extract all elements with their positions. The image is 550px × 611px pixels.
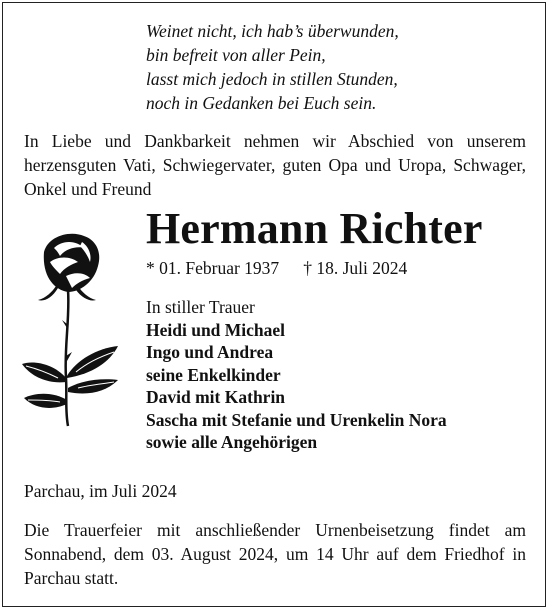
funeral-service-notice: Die Trauerfeier mit anschließender Urnenbeisetzung findet am Sonnabend, dem 03. August 2024, um 14 Uhr auf dem Friedhof in Parchau statt. — [24, 520, 526, 588]
rose-icon — [18, 228, 128, 428]
poem-line: bin befreit von aller Pein, — [146, 45, 326, 65]
birth-date: * 01. Februar 1937 — [146, 258, 280, 278]
place-date: Parchau, im Juli 2024 — [24, 481, 177, 501]
mourner-name: Heidi und Michael — [146, 319, 286, 340]
poem-line: lasst mich jedoch in stillen Stunden, — [146, 69, 398, 89]
death-date: † 18. Juli 2024 — [303, 258, 408, 278]
life-dates — [146, 256, 407, 280]
mourners-heading: In stiller Trauer — [146, 297, 255, 317]
intro-text: In Liebe und Dankbarkeit nehmen wir Abschied von unserem herzensguten Vati, Schwiegervater, guten Opa und Uropa, Schwager, Onkel und Freund — [24, 131, 526, 199]
mourner-name: Ingo und Andrea — [146, 342, 274, 362]
poem-line: noch in Gedanken bei Euch sein. — [146, 93, 377, 113]
mourner-name: sowie alle Angehörigen — [146, 432, 318, 452]
mourners — [146, 296, 447, 454]
mourner-name: Sascha mit Stefanie und Urenkelin Nora — [146, 409, 447, 430]
deceased-name: Hermann Richter — [146, 204, 483, 253]
mourner-name: David mit Kathrin — [146, 387, 286, 407]
poem-line: Weinet nicht, ich hab’s überwunden, — [146, 21, 399, 41]
mourner-name: seine Enkelkinder — [146, 364, 281, 385]
poem — [146, 19, 399, 115]
